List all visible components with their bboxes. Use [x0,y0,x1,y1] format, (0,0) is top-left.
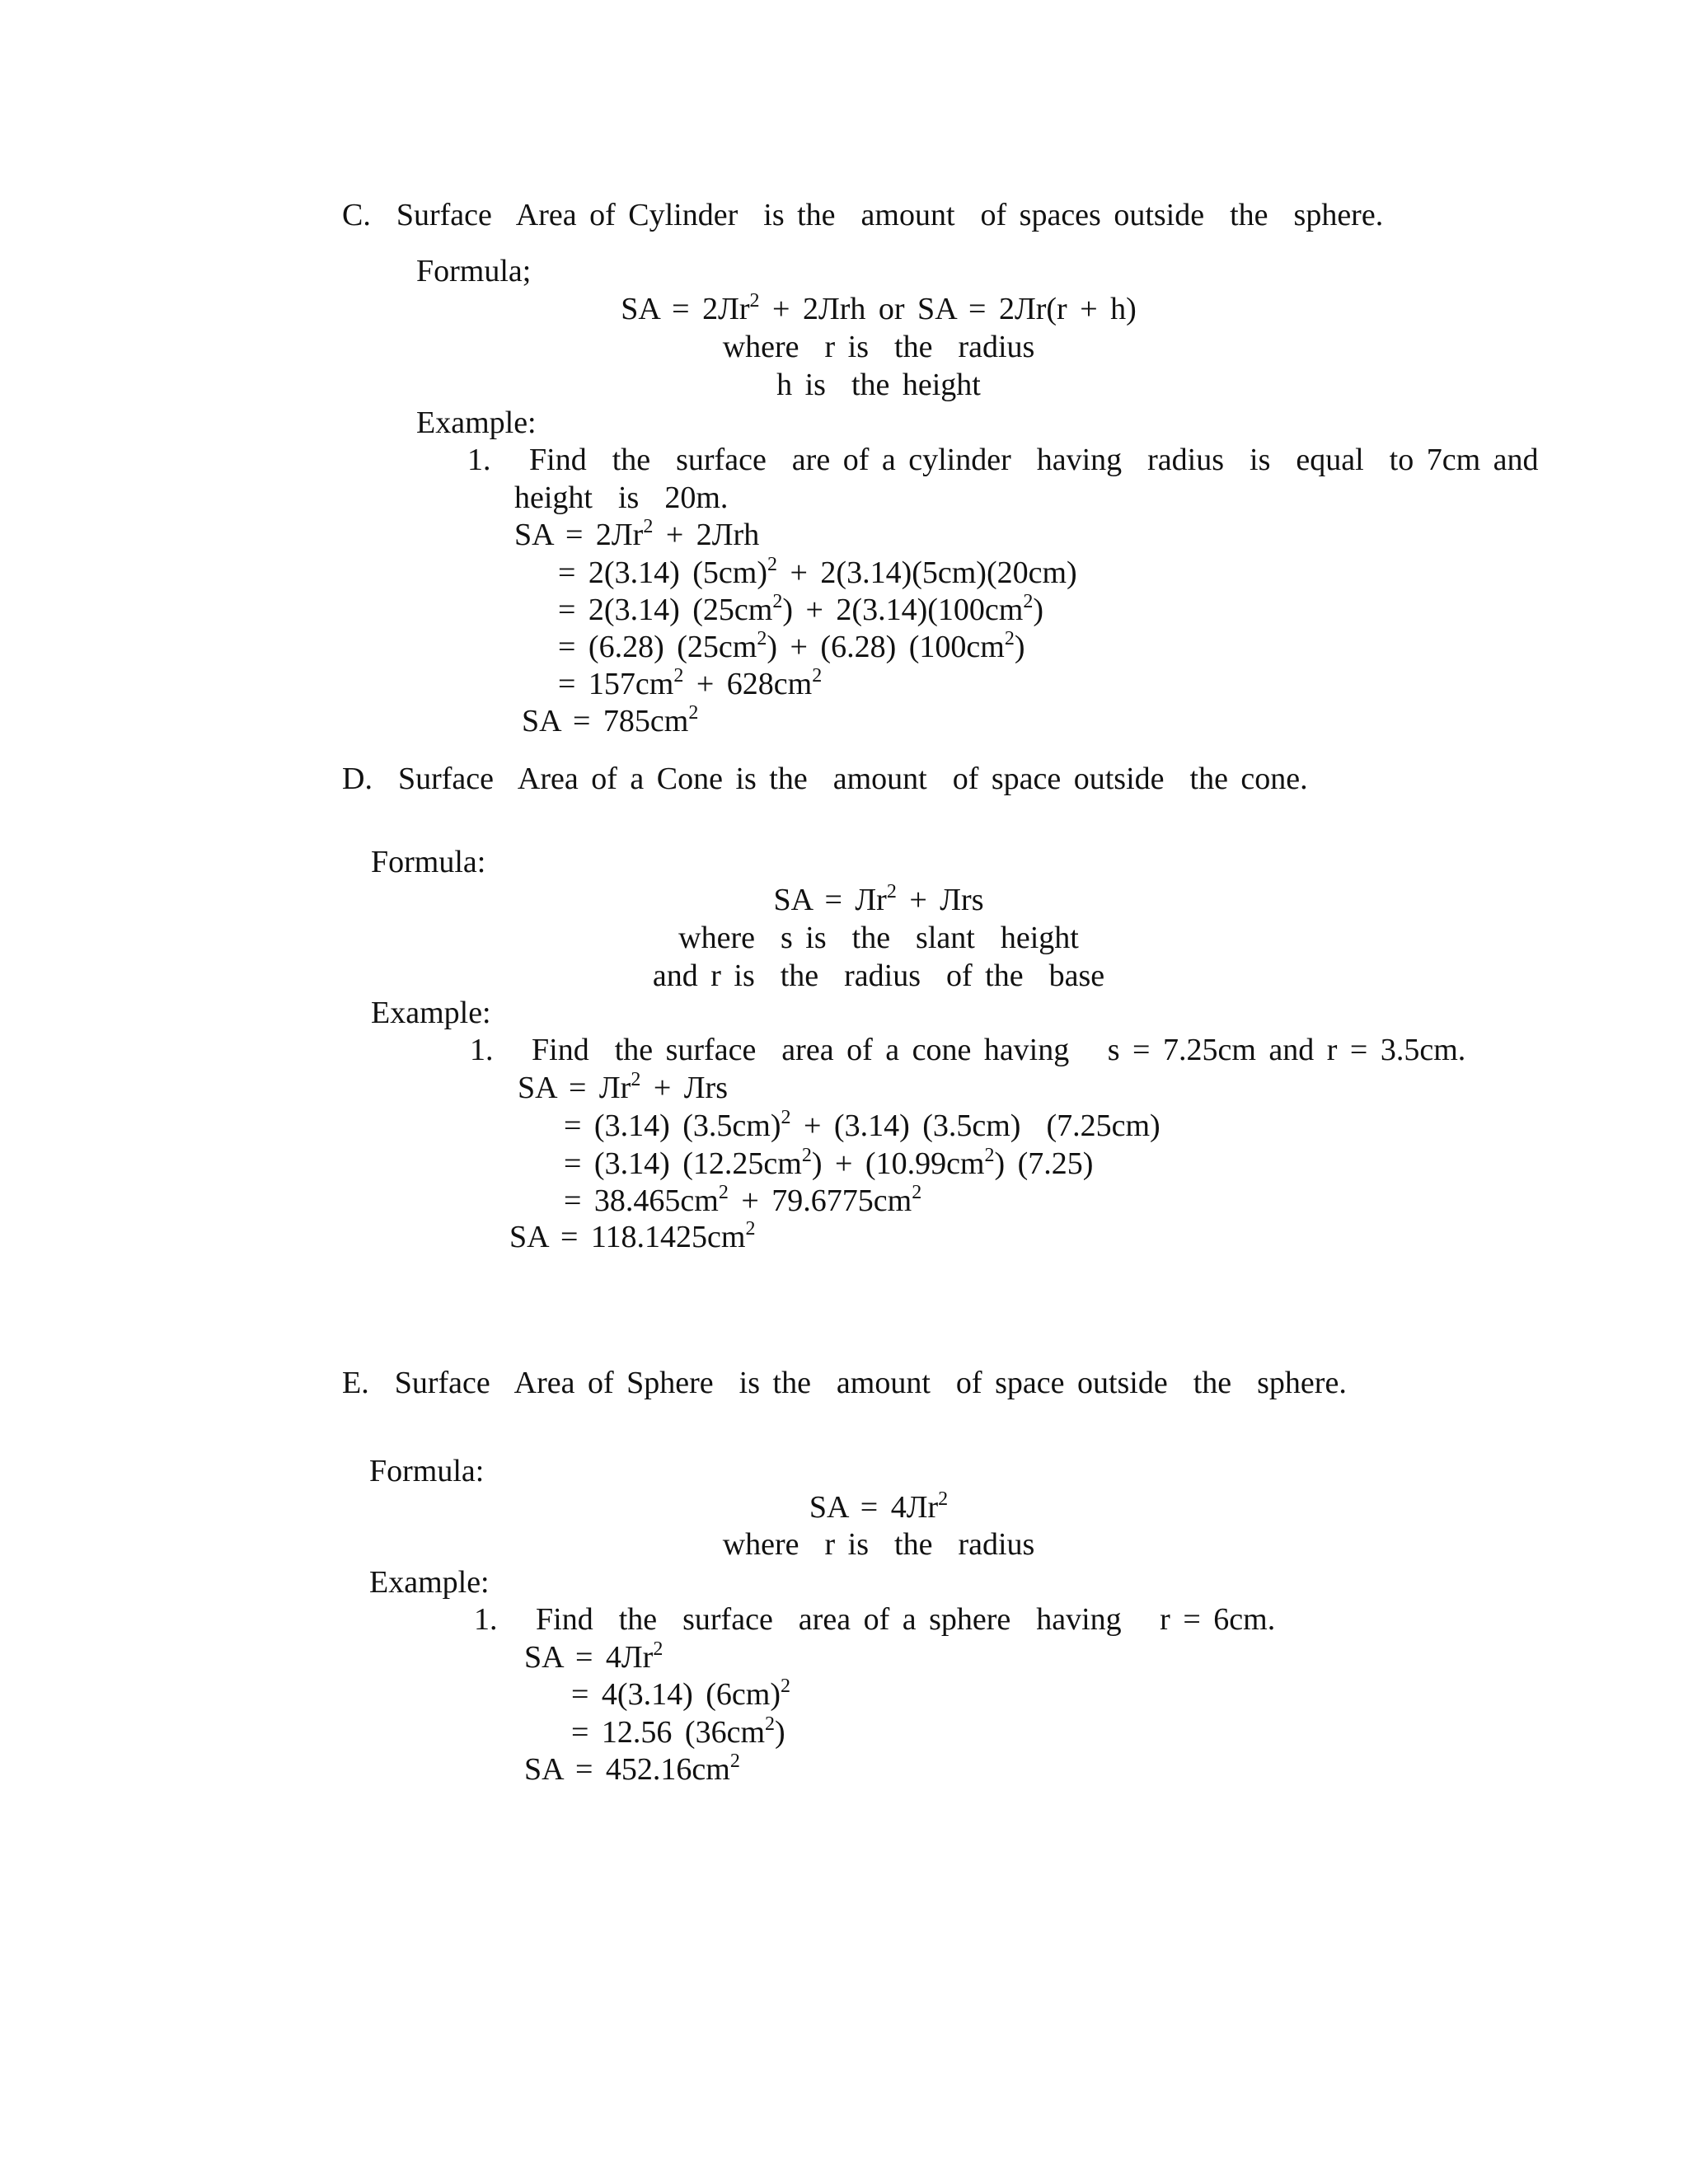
cone-where-slant: where s is the slant height [678,921,1079,955]
cone-formula: SA = $Лr^2$ + Лrs [773,881,984,917]
cylinder-formula: SA = $2Лr^2 + 2Лrh$ or SA = 2Лr(r + h) [621,290,1137,326]
cone-step-1: SA = $Лr^2$ + Лrs [518,1069,728,1105]
cone-step-5: SA = $118.1425cm^2$ [509,1218,756,1254]
cylinder-formula-label: Formula; [416,254,532,288]
cone-problem: 1. Find the surface area of a cone having s = 7.25cm and r = 3.5cm. [470,1033,1466,1067]
sphere-step-4: SA = $452.16cm^2$ [524,1750,740,1787]
cone-step-3: = (3.14) $(12.25cm^2) + (10.99cm^2)$ (7.25) [564,1145,1094,1181]
cone-heading: D. Surface Area of a Cone is the amount of space outside the cone. [342,762,1308,796]
sphere-formula-label: Formula: [369,1454,485,1488]
cylinder-where-height: h is the height [776,368,981,402]
cone-where-radius: and r is the radius of the base [652,958,1105,993]
cone-step-2: = (3.14) $(3.5cm)^2 + (3.14)$ (3.5cm) (7.25cm) [564,1107,1160,1143]
sphere-heading: E. Surface Area of Sphere is the amount of space outside the sphere. [342,1366,1347,1400]
sphere-example-label: Example: [369,1565,490,1600]
cylinder-example-label: Example: [416,405,537,440]
cylinder-where-radius: where r is the radius [722,330,1035,364]
cylinder-heading: C. Surface Area of Cylinder is the amount of spaces outside the sphere. [342,198,1384,232]
cone-example-label: Example: [371,996,491,1030]
cylinder-step-4: = (6.28) $(25cm^2) + (6.28)$ $(100cm^2)$ [558,628,1025,664]
cone-step-4: = $38.465cm^2 + 79.6775cm^2$ [564,1182,922,1218]
sphere-where-radius: where r is the radius [722,1527,1035,1562]
cylinder-step-1: SA = $2Лr^2 + 2Лrh$ [514,516,760,552]
cylinder-step-3: = 2(3.14) $(25cm^2) + 2(3.14)(100cm^2)$ [558,591,1043,627]
sphere-step-3: = 12.56 $(36cm^2)$ [571,1713,785,1750]
cylinder-problem-line1: 1. Find the surface are of a cylinder having radius is equal to 7cm and [467,443,1539,477]
cone-formula-label: Formula: [371,845,486,879]
cylinder-step-2: = 2(3.14) $(5cm)^2 + 2(3.14)(5cm)(20cm)$ [558,554,1077,590]
cylinder-step-6: SA = $785cm^2$ [522,702,699,738]
sphere-problem: 1. Find the surface area of a sphere having r = 6cm. [474,1602,1276,1637]
sphere-step-1: SA = $4Лr^2$ [524,1638,663,1675]
cylinder-step-5: = $157cm^2 + 628cm^2$ [558,665,823,701]
sphere-formula: SA = $4Лr^2$ [809,1488,949,1525]
cylinder-problem-line2: height is 20m. [514,480,729,515]
sphere-step-2: = 4(3.14) $(6cm)^2$ [571,1675,790,1712]
